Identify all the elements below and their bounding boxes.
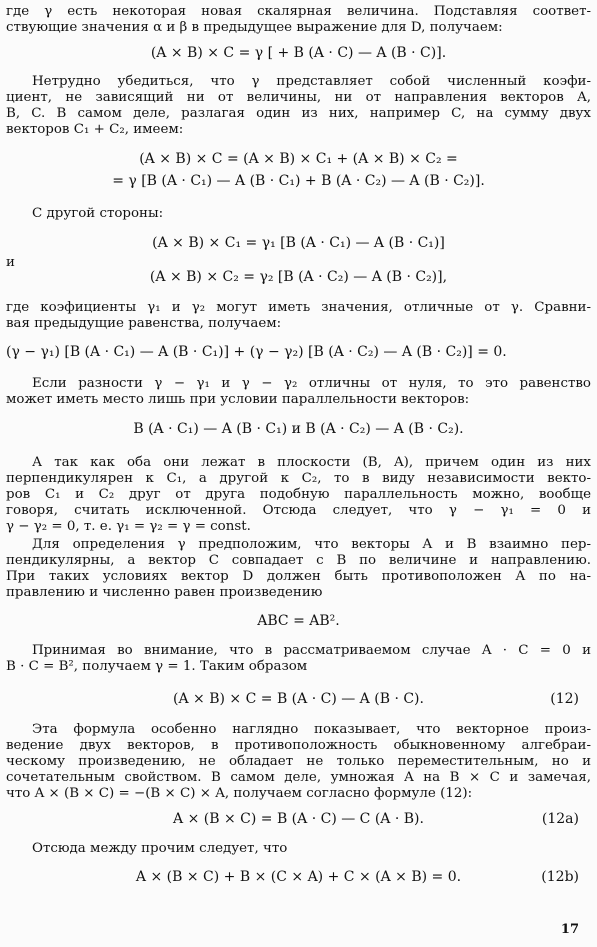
equation-line: (A × B) × C = (A × B) × C₁ + (A × B) × C₂ =: [139, 151, 458, 167]
text-line: Для определения γ предположим, что векторы A и B взаимно пер-: [32, 537, 591, 552]
text-line: γ − γ₂ = 0, т. е. γ₁ = γ₂ = γ = const.: [6, 519, 251, 534]
equation-line: (γ − γ₁) [B (A · C₁) — A (B · C₁)] + (γ − γ₂) [B (A · C₂) — A (B · C₂)] = 0.: [6, 344, 507, 360]
text-line: А так как оба они лежат в плоскости (B, A), причем один из них: [32, 455, 591, 470]
text-line: Эта формула особенно наглядно показывает, что векторное произ-: [32, 722, 591, 737]
text-line: Если разности γ − γ₁ и γ − γ₂ отличны от нуля, то это равенство: [32, 376, 591, 391]
text-line: вая предыдущие равенства, получаем:: [6, 316, 282, 331]
equation-line: (A × B) × C₂ = γ₂ [B (A · C₂) — A (B · C₂)],: [149, 269, 448, 285]
text-line: B, C. В самом деле, разлагая один из них, например C, на сумму двух: [6, 106, 591, 121]
equation-line: = γ [B (A · C₁) — A (B · C₁) + B (A · C₂) — A (B · C₂)].: [112, 173, 485, 189]
text-line: B · C = B², получаем γ = 1. Таким образом: [6, 659, 308, 674]
text-line: пендикулярны, а вектор C совпадает с B по величине и направлению.: [6, 553, 591, 568]
text-line: ведение двух векторов, в противоположность обыкновенному алгебраи-: [6, 738, 591, 753]
text-line: правлению и численно равен произведению: [6, 585, 323, 600]
equation-line: B (A · C₁) — A (B · C₁) и B (A · C₂) — A (B · C₂).: [133, 421, 464, 437]
text-line: Отсюда между прочим следует, что: [32, 841, 288, 856]
equation-line: (A × B) × C₁ = γ₁ [B (A · C₁) — A (B · C₁)]: [152, 235, 445, 251]
text-line: векторов C₁ + C₂, имеем:: [6, 122, 184, 137]
text-line: Нетрудно убедиться, что γ представляет собой численный коэфи-: [32, 74, 591, 89]
text-line: Принимая во внимание, что в рассматриваемом случае A · C = 0 и: [32, 643, 591, 658]
equation-line: A × (B × C) = B (A · C) — C (A · B).: [173, 811, 424, 827]
text-line: ров C₁ и C₂ друг от друга подобную параллельность можно, вообще: [6, 487, 591, 502]
text-line: где коэфициенты γ₁ и γ₂ могут иметь значения, отличные от γ. Сравни-: [6, 300, 591, 315]
equation-number: (12a): [541, 811, 579, 827]
text-line: сочетательным свойством. В самом деле, умножая A на B × C и замечая,: [6, 770, 591, 785]
text-line: перпендикулярен к C₁, а другой к C₂, то в виду независимости векто-: [6, 471, 591, 486]
text-line: циент, не зависящий ни от величины, ни от направления векторов A,: [6, 90, 591, 105]
equation-line: A × (B × C) + B × (C × A) + C × (A × B) = 0.: [135, 869, 462, 885]
text-line: говоря, считать исключенной. Отсюда следует, что γ − γ₁ = 0 и: [6, 503, 591, 518]
text-line: С другой стороны:: [32, 206, 164, 221]
text-line: где γ есть некоторая новая скалярная величина. Подставляя соответ-: [6, 4, 591, 19]
text-line: что A × (B × C) = −(B × C) × A, получаем согласно формуле (12):: [6, 786, 473, 801]
text-line: и: [6, 255, 15, 270]
page-number: 17: [560, 922, 579, 937]
equation-number: (12): [550, 691, 579, 707]
equation-number: (12b): [541, 869, 579, 885]
text-line: ствующие значения α и β в предыдущее выражение для D, получаем:: [6, 20, 503, 35]
text-line: может иметь место лишь при условии параллельности векторов:: [6, 392, 470, 407]
text-line: ческому произведению, не обладает не только переместительным, но и: [6, 754, 591, 769]
equation-line: (A × B) × C = γ [ + B (A · C) — A (B · C)].: [150, 45, 447, 61]
equation-line: (A × B) × C = B (A · C) — A (B · C).: [173, 691, 424, 707]
equation-line: ABC = AB².: [257, 613, 340, 629]
text-line: При таких условиях вектор D должен быть противоположен A по на-: [6, 569, 591, 584]
